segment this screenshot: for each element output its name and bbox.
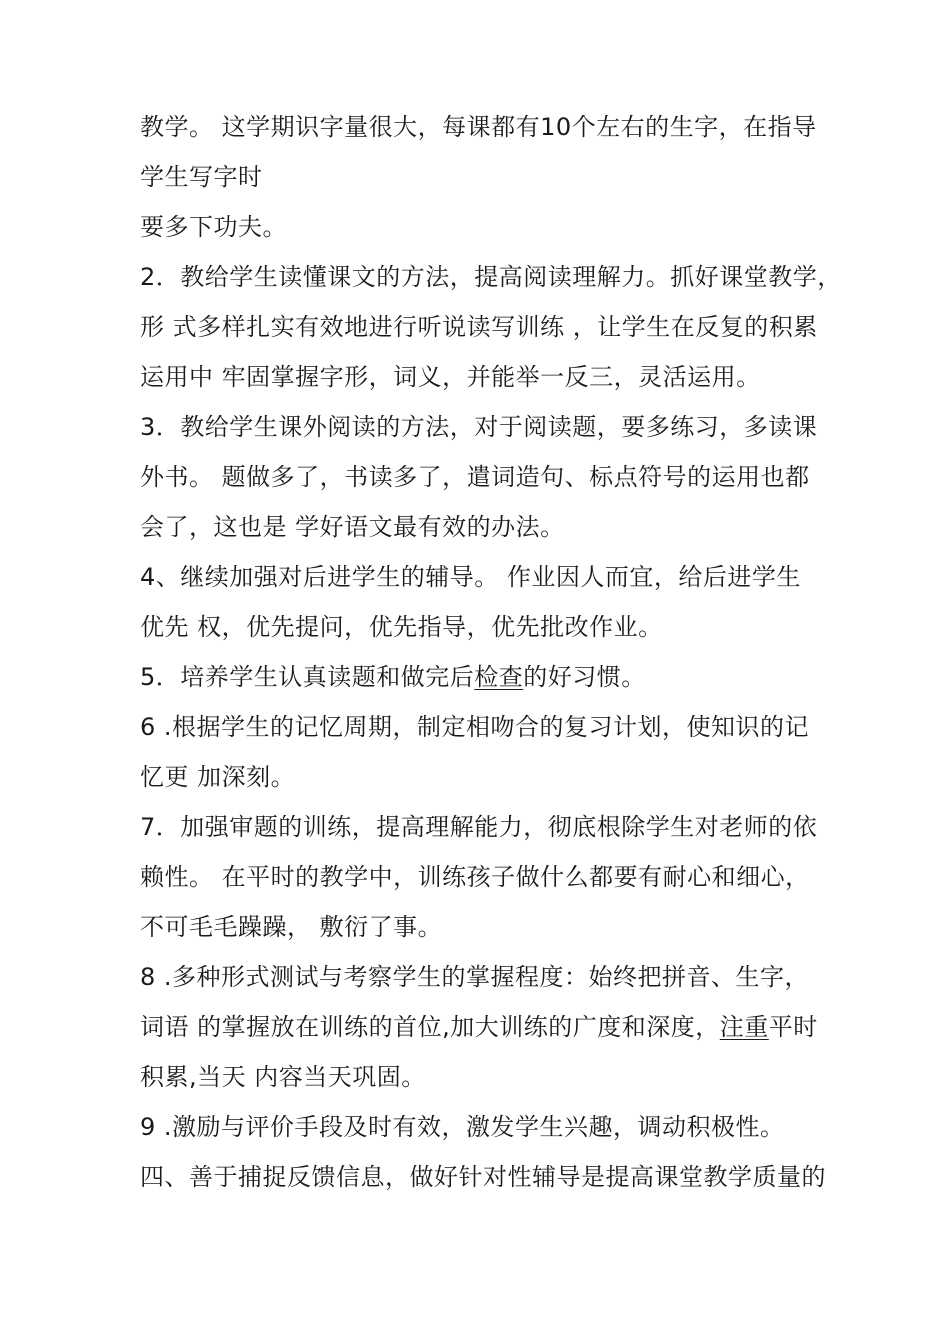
text-segment: 5．培养学生认真读题和做完后 [140, 663, 475, 691]
text-line: 形 式多样扎实有效地进行听说读写训练 ，让学生在反复的积累 [140, 313, 818, 341]
text-line: 6 .根据学生的记忆周期，制定相吻合的复习计划，使知识的记 [140, 713, 810, 741]
text-segment: 的好习惯。 [523, 663, 646, 691]
text-line: 赖性。 在平时的教学中，训练孩子做什么都要有耐心和细心， [140, 863, 810, 891]
text-segment: 平时 [768, 1013, 818, 1041]
text-line: 优先 权，优先提问，优先指导，优先批改作业。 [140, 613, 663, 641]
text-line: 外书。 题做多了，书读多了，遣词造句、标点符号的运用也都 [140, 463, 810, 491]
text-line: 7．加强审题的训练，提高理解能力，彻底根除学生对老师的依 [140, 813, 818, 841]
text-line: 9 .激励与评价手段及时有效，激发学生兴趣，调动积极性。 [140, 1113, 785, 1141]
underlined-term: 检查 [474, 663, 524, 691]
text-line: 积累,当天 内容当天巩固。 [140, 1063, 426, 1091]
text-line: 8 .多种形式测试与考察学生的掌握程度：始终把拼音、生字， [140, 963, 810, 991]
text-line: 要多下功夫。 [140, 213, 287, 241]
text-line: 2．教给学生读懂课文的方法，提高阅读理解力。抓好课堂教学， [140, 263, 842, 291]
text-line [140, 1012, 818, 1042]
underlined-term: 注重 [719, 1013, 769, 1041]
text-line: 忆更 加深刻。 [140, 763, 296, 791]
text-line: 教学。 这学期识字量很大，每课都有10个左右的生字，在指导 [140, 113, 817, 141]
text-line: 不可毛毛躁躁， 敷衍了事。 [140, 913, 443, 941]
text-line: 3．教给学生课外阅读的方法，对于阅读题，要多练习，多读课 [140, 413, 818, 441]
text-line: 4、继续加强对后进学生的辅导。 作业因人而宜，给后进学生 [140, 563, 801, 591]
text-segment: 词语 的掌握放在训练的首位,加大训练的广度和深度， [140, 1013, 720, 1041]
text-line: 四、善于捕捉反馈信息，做好针对性辅导是提高课堂教学质量的 [140, 1163, 826, 1191]
text-line: 会了，这也是 学好语文最有效的办法。 [140, 513, 565, 541]
text-line: 运用中 牢固掌握字形，词义，并能举一反三，灵活运用。 [140, 363, 761, 391]
text-line [140, 662, 646, 692]
text-line: 学生写字时 [140, 163, 263, 191]
